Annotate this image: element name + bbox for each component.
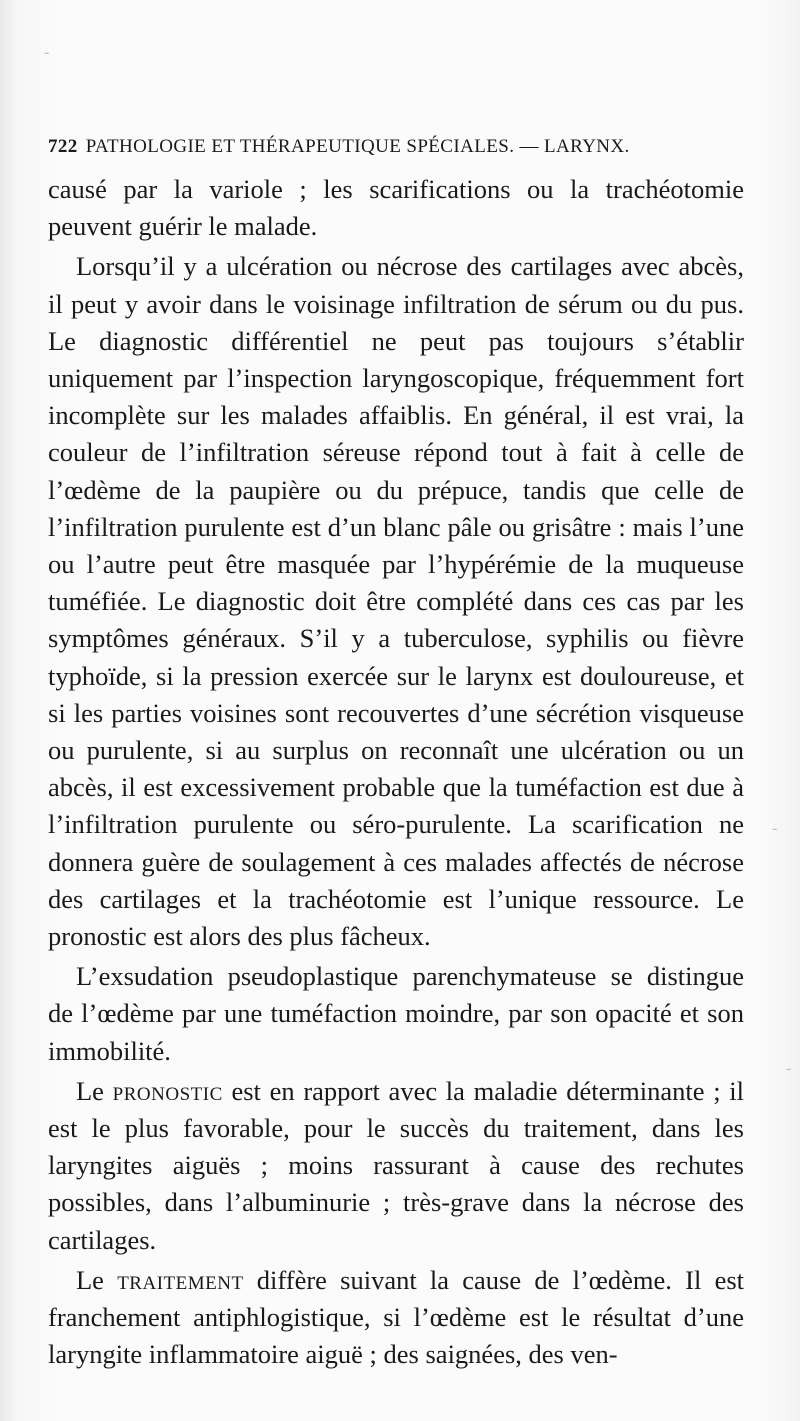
paragraph <box>48 958 744 1070</box>
paragraph-text: est en rapport avec la maladie déterminante ; il est le plus favorable, pour le succès du traitement, dans les laryngites aiguës ; moins rassurant à cause des rechutes possibles, dans l’albuminurie ; très-grave dans la nécrose des cartilages. <box>48 1075 745 1255</box>
scan-speck: - <box>44 44 50 61</box>
paragraph <box>48 1073 744 1259</box>
paragraph-text: Lorsqu’il y a ulcération ou nécrose des cartilages avec abcès, il peut y avoir dans le voisinage infiltration de sérum ou du pus. Le diagnostic différentiel ne peut pas toujours s’établir uniquement par l’inspection laryngoscopique, fréquemment fort incomplète sur les malades affaiblis. En général, il est vrai, la couleur de l’infiltration séreuse répond tout à fait à celle de l’œdème de la paupière ou du prépuce, tandis que celle de l’infiltration purulente est d’un blanc pâle ou grisâtre : mais l’une ou l’autre peut être masquée par l’hypérémie de la muqueuse tuméfiée. Le diagnostic doit être complété dans ces cas par les symptômes généraux. S’il y a tuberculose, syphilis ou fièvre typhoïde, si la pression exercée sur le larynx est douloureuse, et si les parties voisines sont recouvertes d’une sécrétion visqueuse ou purulente, si au surplus on reconnaît une ulcération ou un abcès, il est excessivement probable que la tuméfaction est due à l’infiltration purulente ou séro-purulente. La scarification ne donnera guère de soulagement à ces malades affectés de nécrose des cartilages et la trachéotomie est l’unique ressource. Le pronostic est alors des plus fâcheux. <box>48 251 744 952</box>
body-text <box>48 171 744 1374</box>
paragraph <box>48 1262 744 1374</box>
paragraph-lead: Le <box>76 1075 104 1106</box>
scan-speck: - <box>786 1060 792 1077</box>
running-header <box>48 136 688 158</box>
paragraph-text: causé par la variole ; les scarifications ou la trachéotomie peuvent guérir le malade. <box>48 174 744 242</box>
running-title: PATHOLOGIE ET THÉRAPEUTIQUE SPÉCIALES. — LARYNX. <box>85 136 630 157</box>
paragraph <box>48 171 744 245</box>
paragraph-text: diffère suivant la cause de l’œdème. Il est franchement antiphlogistique, si l’œdème est le résultat d’une laryngite inflammatoire aiguë ; des saignées, des ven- <box>48 1264 745 1370</box>
section-keyword: traitement <box>117 1264 244 1295</box>
paragraph-text: L’exsudation pseudoplastique parenchymateuse se distingue de l’œdème par une tuméfaction moindre, par son opacité et son immobilité. <box>48 961 744 1066</box>
paragraph-lead: Le <box>76 1264 104 1295</box>
section-keyword: pronostic <box>112 1075 223 1106</box>
paragraph <box>48 248 744 955</box>
page-number: 722 <box>48 136 78 157</box>
scan-speck: - <box>772 820 778 837</box>
